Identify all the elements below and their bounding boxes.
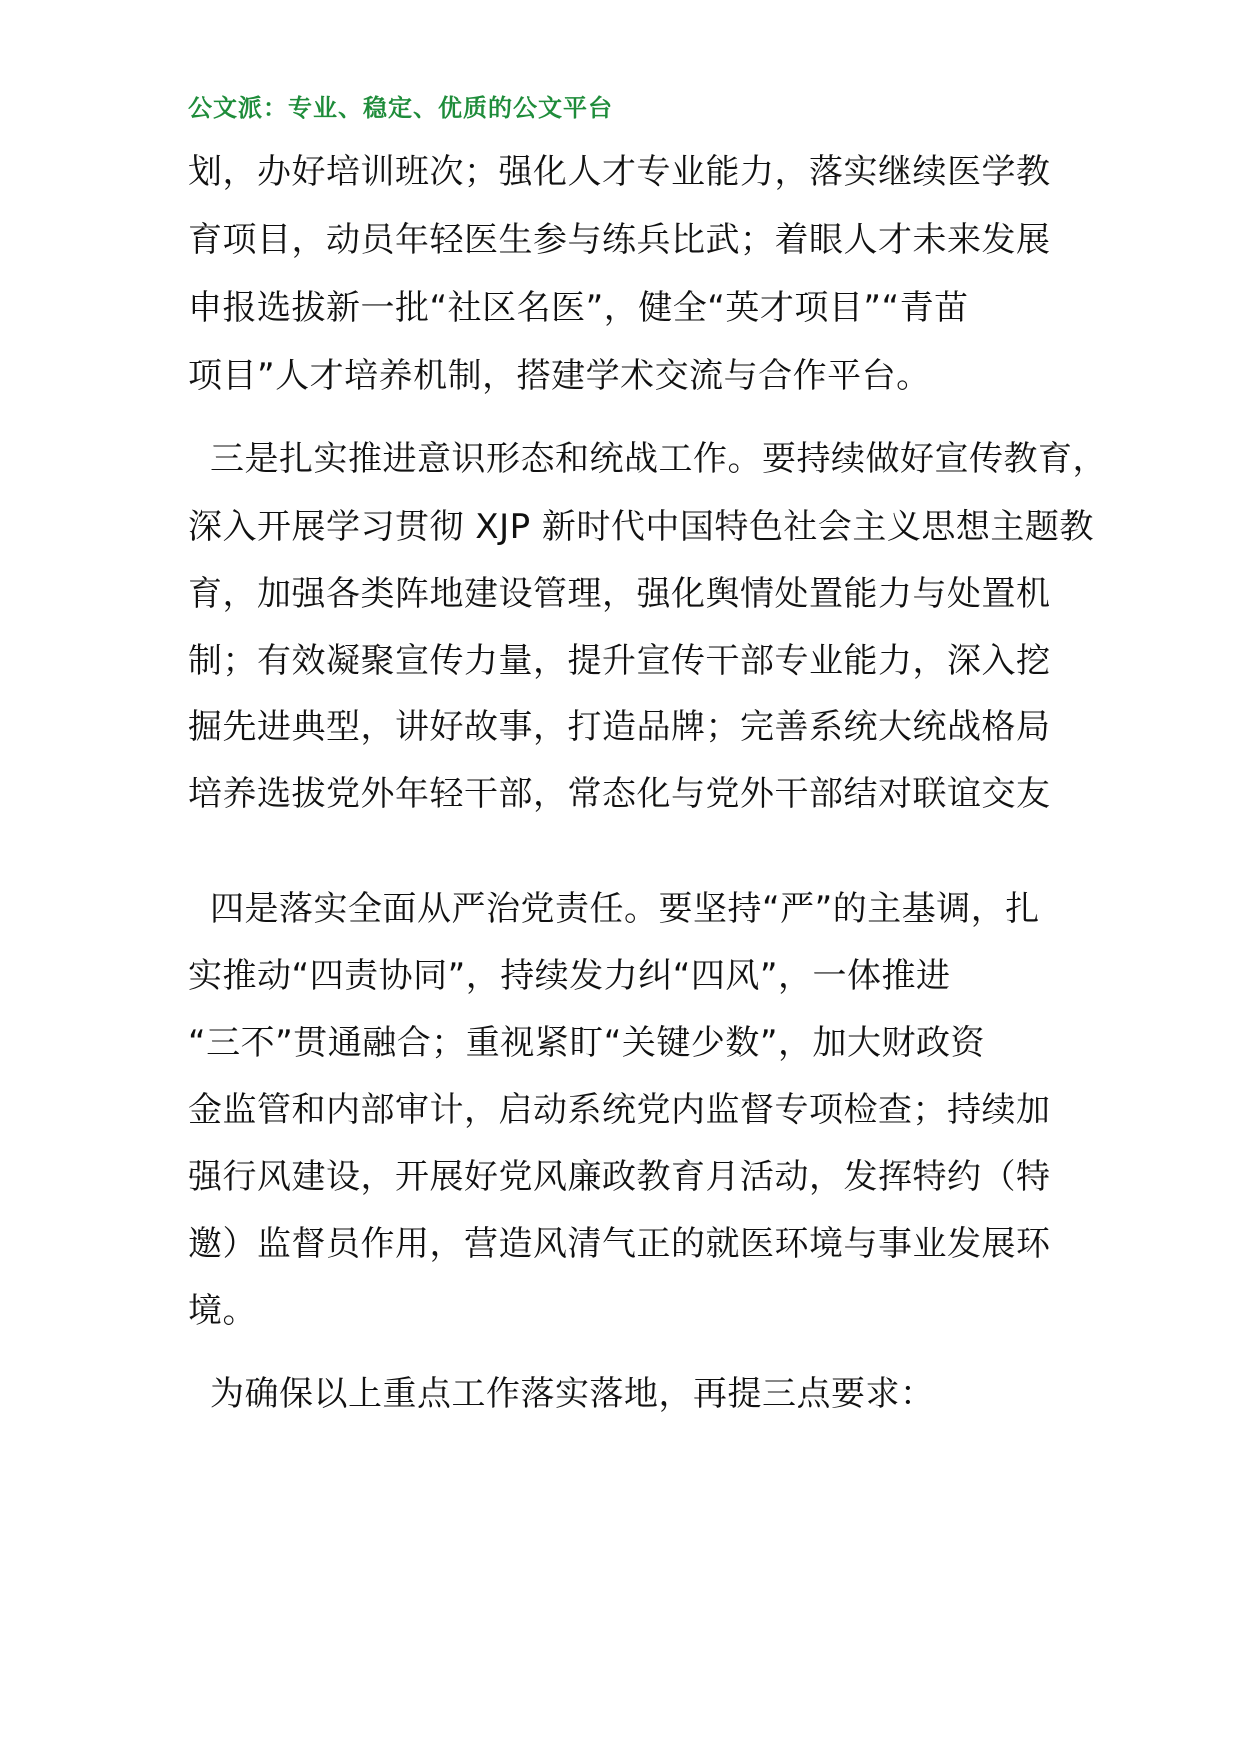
- body-line: 掘先进典型，讲好故事，打造品牌；完善系统大统战格局: [188, 707, 1051, 747]
- body-line: 实推动“四责协同”，持续发力纠“四风”，一体推进: [188, 956, 951, 996]
- body-line: 强行风建设，开展好党风廉政教育月活动，发挥特约（特: [188, 1157, 1051, 1197]
- body-line: 育，加强各类阵地建设管理，强化舆情处置能力与处置机: [188, 574, 1051, 614]
- paragraph-first-line: 四是落实全面从严治党责任。要坚持“严”的主基调，扎: [210, 889, 1040, 929]
- body-line: 制；有效凝聚宣传力量，提升宣传干部专业能力，深入挖: [188, 641, 1051, 681]
- body-line: 境。: [188, 1291, 257, 1331]
- body-line: 培养选拔党外年轻干部，常态化与党外干部结对联谊交友: [188, 774, 1051, 814]
- body-line: 深入开展学习贯彻 XJP 新时代中国特色社会主义思想主题教: [188, 507, 1094, 547]
- body-line: 育项目，动员年轻医生参与练兵比武；着眼人才未来发展: [188, 220, 1051, 260]
- body-line: 金监管和内部审计，启动系统党内监督专项检查；持续加: [188, 1090, 1051, 1130]
- body-line: 项目”人才培养机制，搭建学术交流与合作平台。: [188, 356, 931, 396]
- paragraph-first-line: 三是扎实推进意识形态和统战工作。要持续做好宣传教育，: [210, 439, 1107, 479]
- page-header: 公文派：专业、稳定、优质的公文平台: [188, 94, 613, 122]
- body-line: 划，办好培训班次；强化人才专业能力，落实继续医学教: [188, 152, 1051, 192]
- body-line: 邀）监督员作用，营造风清气正的就医环境与事业发展环: [188, 1224, 1051, 1264]
- body-line: “三不”贯通融合；重视紧盯“关键少数”，加大财政资: [188, 1023, 985, 1063]
- paragraph-first-line: 为确保以上重点工作落实落地，再提三点要求：: [210, 1374, 935, 1414]
- body-line: 申报选拔新一批“社区名医”，健全“英才项目”“青苗: [188, 288, 969, 328]
